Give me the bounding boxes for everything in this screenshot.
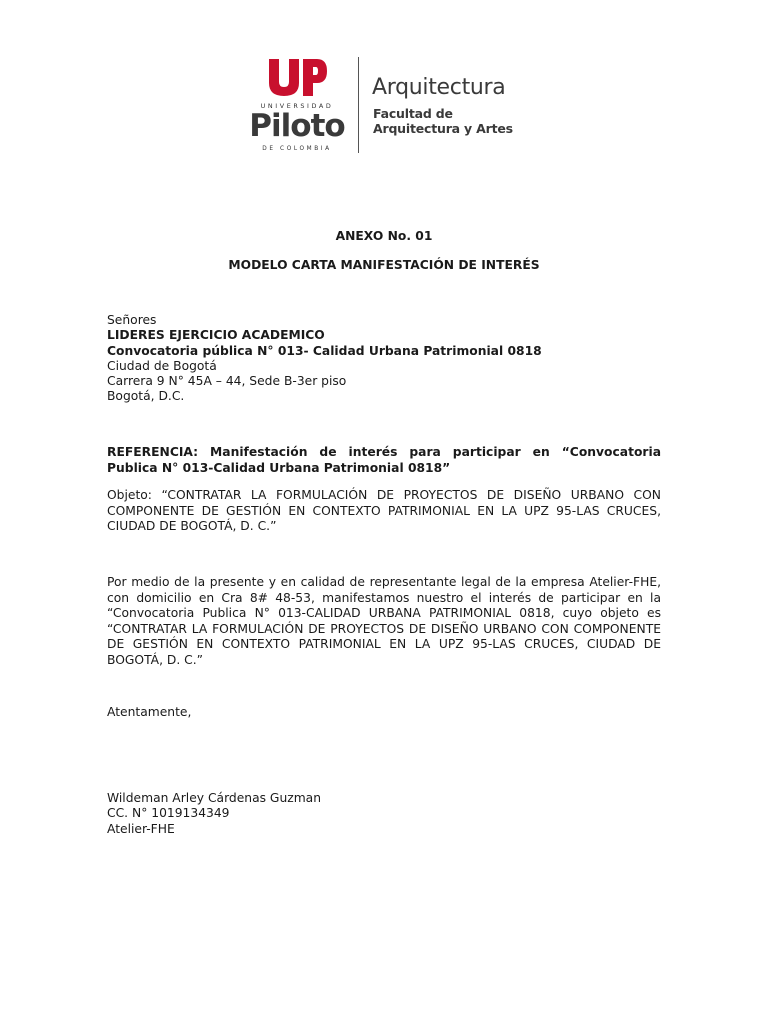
body-paragraph: Por medio de la presente y en calidad de representante legal de la empresa Atelier-FHE, con domicilio en Cra 8# 48-53, manifestamos nuestro el interés de participar en la “Convocatoria Publica N° 013-CALIDAD URBANA PATRIMONIAL 0818, cuyo objeto es “CONTRATAR LA FORMULACIÓN DE PROYECTOS DE DISEÑO URBANO CON COMPONENTE DE GESTIÓN EN CONTEXTO PATRIMONIAL EN LA UPZ 95-LAS CRUCES, CIUDAD DE BOGOTÁ, D. C.” <box>107 575 661 667</box>
university-label: UNIVERSIDAD <box>260 102 334 110</box>
up-monogram-icon <box>267 57 329 97</box>
logo-divider <box>358 57 359 153</box>
faculty-title: Arquitectura <box>372 75 506 100</box>
document-title: MODELO CARTA MANIFESTACIÓN DE INTERÉS <box>228 258 540 272</box>
reference-line: REFERENCIA: Manifestación de interés para participar en “Convocatoria Publica N° 013-Calidad Urbana Patrimonial 0818” <box>107 445 661 475</box>
salutation: Señores <box>107 313 157 327</box>
country-label: DE COLOMBIA <box>262 146 332 152</box>
university-logo <box>243 55 533 157</box>
recipient-address: Carrera 9 N° 45A – 44, Sede B-3er piso <box>107 374 347 388</box>
recipient-city: Ciudad de Bogotá <box>107 359 217 373</box>
annex-number: ANEXO No. 01 <box>335 229 433 243</box>
recipient-call: Convocatoria pública N° 013- Calidad Urbana Patrimonial 0818 <box>107 344 542 358</box>
recipient-city-short: Bogotá, D.C. <box>107 389 185 403</box>
signer-name: Wildeman Arley Cárdenas Guzman <box>107 791 322 805</box>
closing: Atentamente, <box>107 705 192 719</box>
faculty-line-2: Arquitectura y Artes <box>373 121 513 136</box>
recipient-org: LIDERES EJERCICIO ACADEMICO <box>107 328 325 342</box>
university-name: Piloto <box>249 108 345 144</box>
signer-company: Atelier-FHE <box>107 822 175 836</box>
faculty-subtitle <box>373 106 513 136</box>
objective-paragraph: Objeto: “CONTRATAR LA FORMULACIÓN DE PROYECTOS DE DISEÑO URBANO CON COMPONENTE DE GESTIÓN EN CONTEXTO PATRIMONIAL EN LA UPZ 95-LAS CRUCES, CIUDAD DE BOGOTÁ, D. C.” <box>107 488 661 533</box>
faculty-line-1: Facultad de <box>373 106 453 121</box>
signer-id: CC. N° 1019134349 <box>107 806 230 820</box>
